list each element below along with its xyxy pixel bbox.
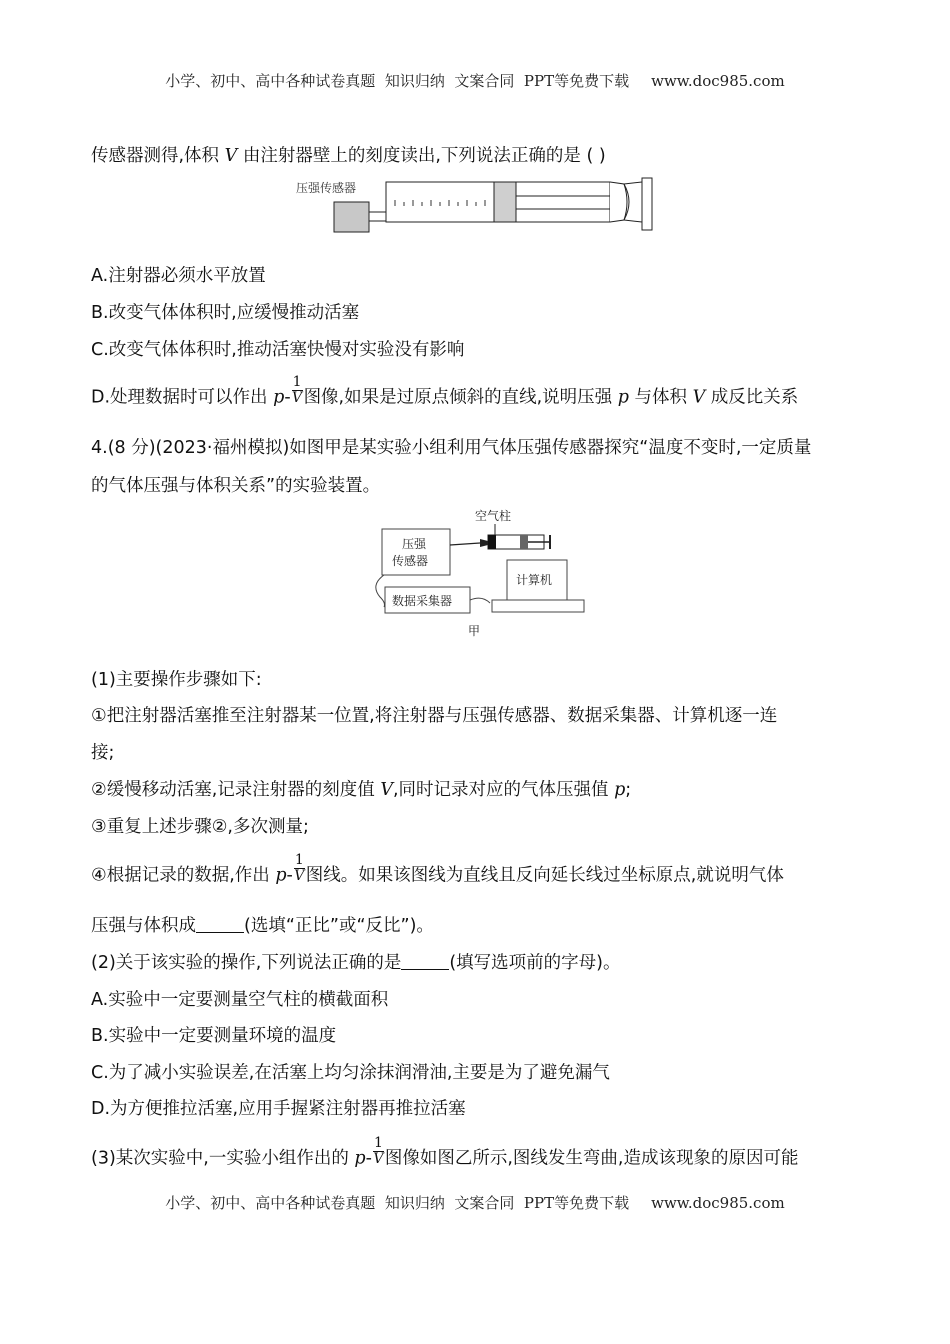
piston	[494, 182, 516, 222]
q4-step3: ③重复上述步骤②,多次测量;	[91, 817, 309, 837]
connector	[369, 212, 386, 221]
q3-option-b: B.改变气体体积时,应缓慢推动活塞	[91, 303, 360, 323]
syringe-figure	[290, 174, 670, 244]
q4-p3-stem: (3)某次实验中,一实验小组作出的 p- $\frac{1}{V}$ 图像如图乙所示,图线发生弯曲,造成该现象的原因可能	[91, 1135, 799, 1169]
sensor-label-2: 传感器	[392, 554, 429, 568]
sensor-label-1: 压强	[402, 537, 427, 551]
q3-option-c: C.改变气体体积时,推动活塞快慢对实验没有影响	[91, 340, 465, 360]
q4-p1-title: (1)主要操作步骤如下:	[91, 670, 262, 690]
air-column-label: 空气柱	[475, 509, 512, 523]
q4-p2-stem: (2)关于该实验的操作,下列说法正确的是 (填写选项前的字母)。	[91, 953, 621, 973]
footer-text: 小学、初中、高中各种试卷真题 知识归纳 文案合同 PPT等免费下载	[165, 1194, 630, 1212]
figure-caption: 甲	[468, 624, 481, 638]
pressure-sensor-label: 压强传感器	[296, 181, 357, 195]
q4-stem-line2: 的气体压强与体积关系”的实验装置。	[91, 476, 381, 496]
plunger-rod	[516, 196, 610, 209]
q4-step1-line2: 接;	[91, 743, 115, 763]
q3-option-d: D.处理数据时可以作出 p- $\frac{1}{V}$ 图像,如果是过原点倾斜的直线,说明压强 p 与体积 V 成反比关系	[91, 374, 799, 408]
q4-step4-line2: 压强与体积成 (选填“正比”或“反比”)。	[91, 916, 434, 936]
q4-p2-option-a: A.实验中一定要测量空气柱的横截面积	[91, 990, 389, 1010]
q4-step4-line1: ④根据记录的数据,作出 p- $\frac{1}{V}$ 图线。如果该图线为直线且反向延长线过坐标原点,就说明气体	[91, 852, 784, 886]
fraction-1-over-v: $\frac{1}{V}$	[294, 852, 305, 884]
answer-blank[interactable]	[196, 931, 244, 933]
header-url: www.doc985.com	[651, 72, 785, 90]
page-header	[0, 70, 950, 91]
page-footer	[0, 1192, 950, 1213]
fraction-1-over-v: $\frac{1}{V}$	[373, 1135, 384, 1167]
collector-label: 数据采集器	[392, 594, 453, 608]
q3-option-a: A.注射器必须水平放置	[91, 266, 266, 286]
sensor-box	[382, 529, 450, 575]
q4-p2-option-d: D.为方便推拉活塞,应用手握紧注射器再推拉活塞	[91, 1099, 466, 1119]
keyboard-base	[492, 600, 584, 612]
syringe-handle	[610, 182, 627, 222]
answer-blank[interactable]	[401, 968, 449, 970]
q4-stem-line1: 4.(8 分)(2023·福州模拟)如图甲是某实验小组利用气体压强传感器探究“温度不变时,一定质量	[91, 438, 812, 458]
q4-p2-option-c: C.为了减小实验误差,在活塞上均匀涂抹润滑油,主要是为了避免漏气	[91, 1063, 610, 1083]
header-text: 小学、初中、高中各种试卷真题 知识归纳 文案合同 PPT等免费下载	[165, 72, 630, 90]
sensor-box	[334, 202, 369, 232]
q3-stem: 传感器测得,体积 V 由注射器壁上的刻度读出,下列说法正确的是 ( )	[91, 146, 606, 166]
q4-step2: ②缓慢移动活塞,记录注射器的刻度值 V,同时记录对应的气体压强值 p;	[91, 780, 632, 800]
footer-url: www.doc985.com	[651, 1194, 785, 1212]
apparatus-figure	[370, 505, 595, 640]
q4-p2-option-b: B.实验中一定要测量环境的温度	[91, 1026, 337, 1046]
fraction-1-over-v: $\frac{1}{V}$	[292, 374, 303, 406]
computer-label: 计算机	[516, 573, 553, 587]
thumb-rest	[642, 178, 652, 230]
q4-step1-line1: ①把注射器活塞推至注射器某一位置,将注射器与压强传感器、数据采集器、计算机逐一连	[91, 706, 778, 726]
